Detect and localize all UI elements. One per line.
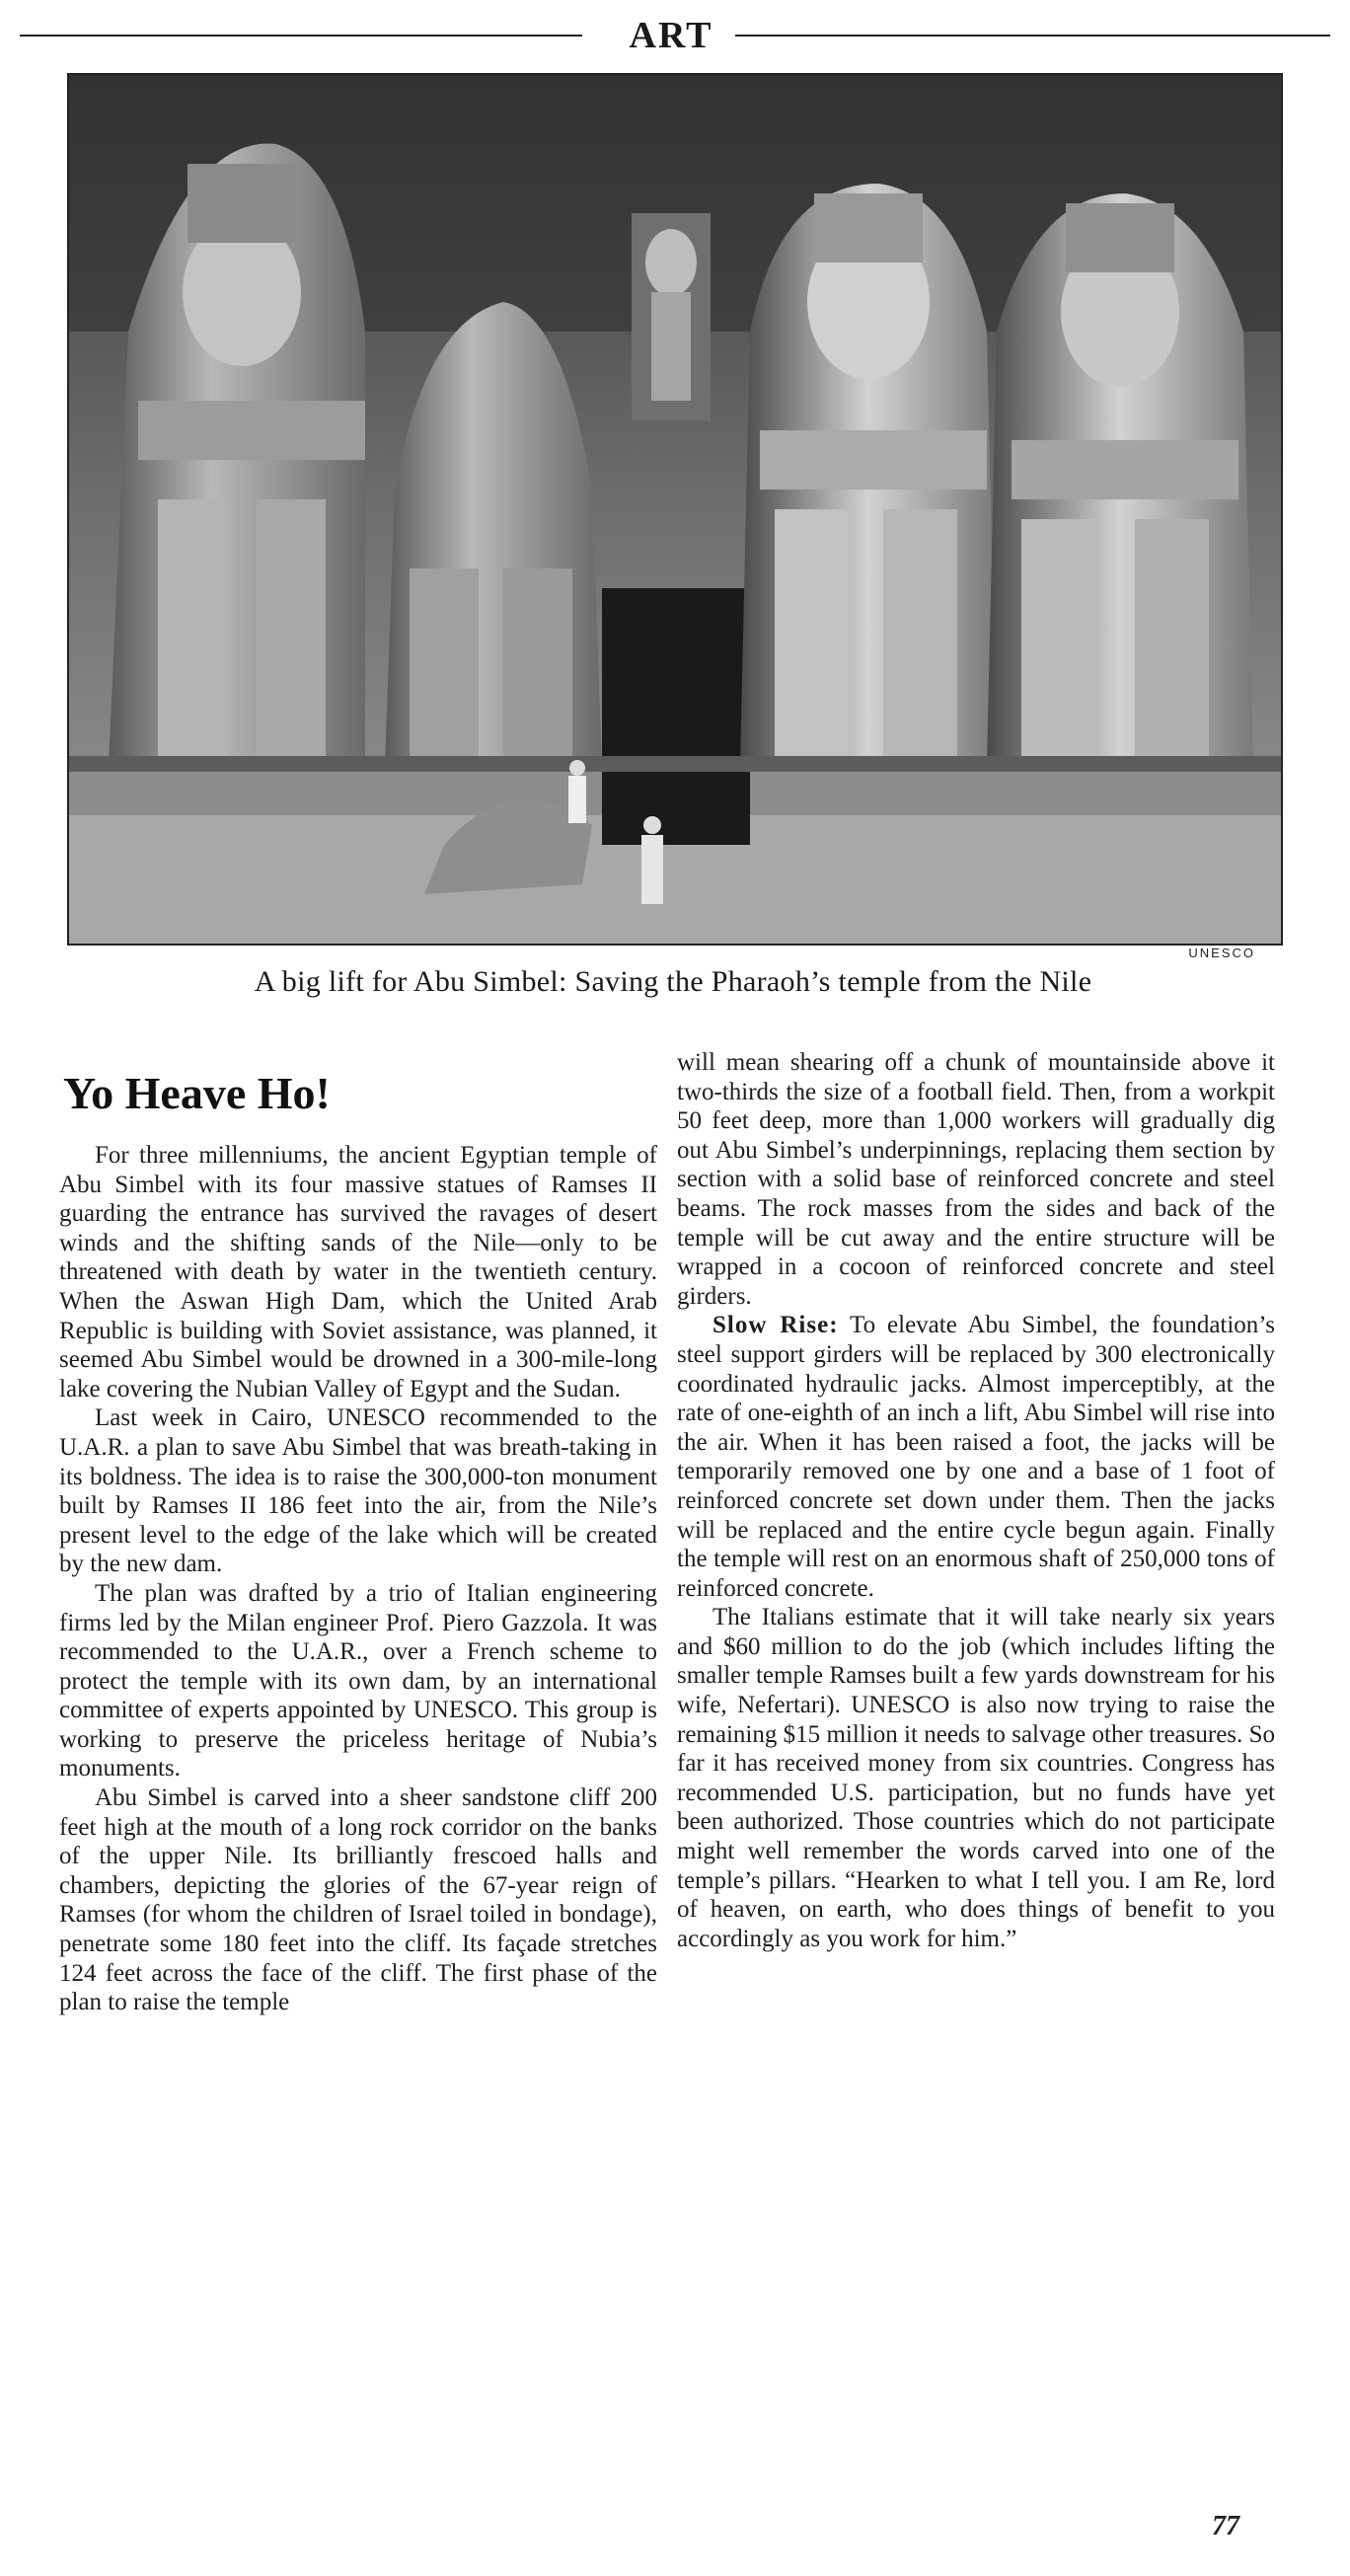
temple-entrance (602, 588, 750, 845)
section-label: ART (582, 16, 760, 55)
article-paragraph (677, 1311, 1275, 1603)
header-rule-right (735, 35, 1330, 37)
photo-caption: A big lift for Abu Simbel: Saving the Pharaoh’s temple from the Nile (254, 965, 1092, 998)
article-paragraph: The plan was drafted by a trio of Italian engineering firms led by the Milan engineer Prof. Piero Gazzola. It was recommended to the U.A.R., over a French scheme to protect the temple with its own dam, by an international committee of experts appointed by UNESCO. This group is working to preserve the priceless heritage of Nubia’s monuments. (59, 1579, 657, 1782)
article-paragraph: Last week in Cairo, UNESCO recommended to the U.A.R. a plan to save Abu Simbel that was breath-taking in its boldness. The idea is to raise the 300,000-ton monument built by Ramses II 186 feet into the air, from the Nile’s present level to the edge of the lake which will be created by the new dam. (59, 1404, 657, 1578)
page-number: 77 (1212, 2511, 1239, 2541)
photo-credit: UNESCO (1188, 946, 1255, 960)
article-paragraph: Abu Simbel is carved into a sheer sandstone cliff 200 feet high at the mouth of a long rock corridor on the banks of the upper Nile. Its brilliantly frescoed halls and chambers, depicting the glories of the 67-year reign of Ramses (for whom the children of Israel toiled in bondage), penetrate some 180 feet into the cliff. Its façade stretches 124 feet across the face of the cliff. The first phase of the plan to raise the temple (59, 1784, 657, 2016)
article-paragraph: The Italians estimate that it will take nearly six years and $60 million to do the job (which includes lifting the smaller temple Ramses built a few yards downstream for his wife, Nefertari). UNESCO is also now trying to raise the remaining $15 million it needs to salvage other treasures. So far it has received money from six countries. Congress has recommended U.S. participation, but no funds have yet been authorized. Those countries which do not participate might well remember the words carved into one of the temple’s pillars. “Hearken to what I tell you. I am Re, lord of heaven, on earth, who does things of benefit to you accordingly as you work for him.” (677, 1604, 1275, 1952)
article-paragraph: For three millenniums, the ancient Egyptian temple of Abu Simbel with its four massive statues of Ramses II guarding the entrance has survived the ravages of desert winds and the shifting sands of the Nile—only to be threatened with death by water in the twentieth century. When the Aswan High Dam, which the United Arab Republic is building with Soviet assistance, was planned, it seemed Abu Simbel would be drowned in a 300-mile-long lake covering the Nubian Valley of Egypt and the Sudan. (59, 1142, 657, 1402)
temple-facade-illustration (69, 75, 1281, 944)
section-header (20, 16, 1330, 55)
article-column-left (59, 1048, 657, 2017)
ramses-statue-3 (740, 184, 997, 766)
abu-simbel-photo (67, 73, 1283, 946)
ramses-statue-4 (987, 193, 1253, 766)
article-subhead: Slow Rise: (712, 1312, 839, 1339)
article-paragraph-text: To elevate Abu Simbel, the foundation’s steel support girders will be replaced by 300 electronically coordinated hydraulic jacks. Almost imperceptibly, at the rate of one-eighth of an inch a lift, Abu Simbel will rise into the air. When it has been raised a foot, the jacks will be temporarily removed one by one and a base of 1 foot of reinforced concrete set down under them. Then the jacks will be replaced and the entire cycle begun again. Finally the temple will rest on an enormous shaft of 250,000 tons of reinforced concrete. (677, 1312, 1275, 1602)
article-column-right (677, 1048, 1275, 1953)
article-paragraph: will mean shearing off a chunk of mountainside above it two-thirds the size of a football field. Then, from a workpit 50 feet deep, more than 1,000 workers will gradually dig out Abu Simbel’s underpinnings, replacing them section by section with a solid base of reinforced concrete and steel beams. The rock masses from the sides and back of the temple will be cut away and the entire structure will be wrapped in a cocoon of reinforced concrete and steel girders. (677, 1049, 1275, 1310)
article-headline: Yo Heave Ho! (63, 1068, 331, 1118)
header-rule-left (20, 35, 607, 37)
